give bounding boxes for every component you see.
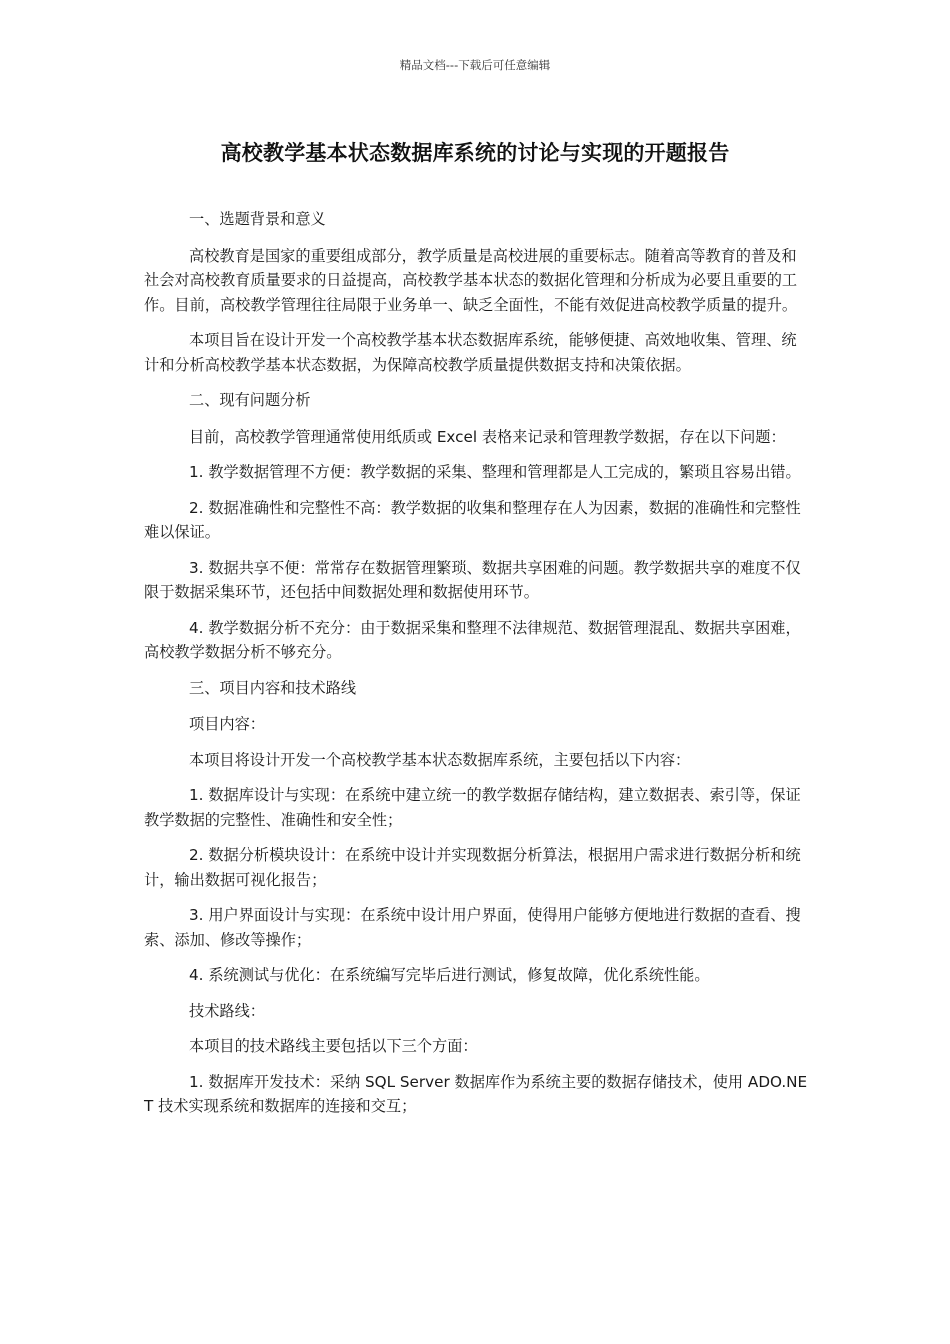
list-item-problem-2: 2. 数据准确性和完整性不高：教学数据的收集和整理存在人为因素，数据的准确性和完整性难以保证。	[144, 498, 801, 541]
list-item-content-2: 2. 数据分析模块设计：在系统中设计并实现数据分析算法，根据用户需求进行数据分析和统计，输出数据可视化报告；	[144, 846, 801, 889]
paragraph-background-2: 本项目旨在设计开发一个高校教学基本状态数据库系统，能够便捷、高效地收集、管理、统计和分析高校教学基本状态数据，为保障高校教学质量提供数据支持和决策依据。	[144, 331, 797, 374]
list-item-content-4: 4. 系统测试与优化：在系统编写完毕后进行测试，修复故障，优化系统性能。	[189, 966, 710, 984]
paragraph-background-1: 高校教育是国家的重要组成部分，教学质量是高校进展的重要标志。随着高等教育的普及和社会对高校教育质量要求的日益提高，高校教学基本状态的数据化管理和分析成为必要且重要的工作。目前，高校教学管理往往局限于业务单一、缺乏全面性，不能有效促进高校教学质量的提升。	[144, 246, 798, 314]
section-heading-content: 三、项目内容和技术路线	[189, 678, 357, 697]
paragraph-tech-intro: 本项目的技术路线主要包括以下三个方面：	[189, 1037, 478, 1055]
list-item-problem-1: 1. 教学数据管理不方便：教学数据的采集、整理和管理都是人工完成的，繁琐且容易出错。	[189, 463, 801, 481]
subheading-project-content: 项目内容：	[189, 715, 265, 733]
paragraph-content-intro: 本项目将设计开发一个高校教学基本状态数据库系统，主要包括以下内容：	[189, 750, 691, 769]
document-body	[144, 207, 810, 1130]
list-item-tech-1: 1. 数据库开发技术：采纳 SQL Server 数据库作为系统主要的数据存储技术，使用 ADO.NET 技术实现系统和数据库的连接和交互；	[144, 1072, 808, 1115]
list-item-content-3: 3. 用户界面设计与实现：在系统中设计用户界面，使得用户能够方便地进行数据的查看、搜索、添加、修改等操作；	[144, 906, 801, 949]
list-item-problem-3: 3. 数据共享不便：常常存在数据管理繁琐、数据共享困难的问题。教学数据共享的难度不仅限于数据采集环节，还包括中间数据处理和数据使用环节。	[144, 558, 801, 601]
section-heading-problems: 二、现有问题分析	[189, 391, 311, 409]
list-item-content-1: 1. 数据库设计与实现：在系统中建立统一的教学数据存储结构，建立数据表、索引等，保证教学数据的完整性、准确性和安全性；	[144, 786, 801, 829]
list-item-problem-4: 4. 教学数据分析不充分：由于数据采集和整理不法律规范、数据管理混乱、数据共享困难，高校教学数据分析不够充分。	[144, 618, 801, 661]
page-header-note: 精品文档---下载后可任意编辑	[399, 58, 551, 72]
subheading-tech-route: 技术路线：	[189, 1001, 265, 1020]
paragraph-problems-intro: 目前，高校教学管理通常使用纸质或 Excel 表格来记录和管理教学数据，存在以下问题：	[189, 427, 786, 446]
document-title: 高校教学基本状态数据库系统的讨论与实现的开题报告	[220, 141, 730, 165]
section-heading-background: 一、选题背景和意义	[189, 210, 326, 228]
